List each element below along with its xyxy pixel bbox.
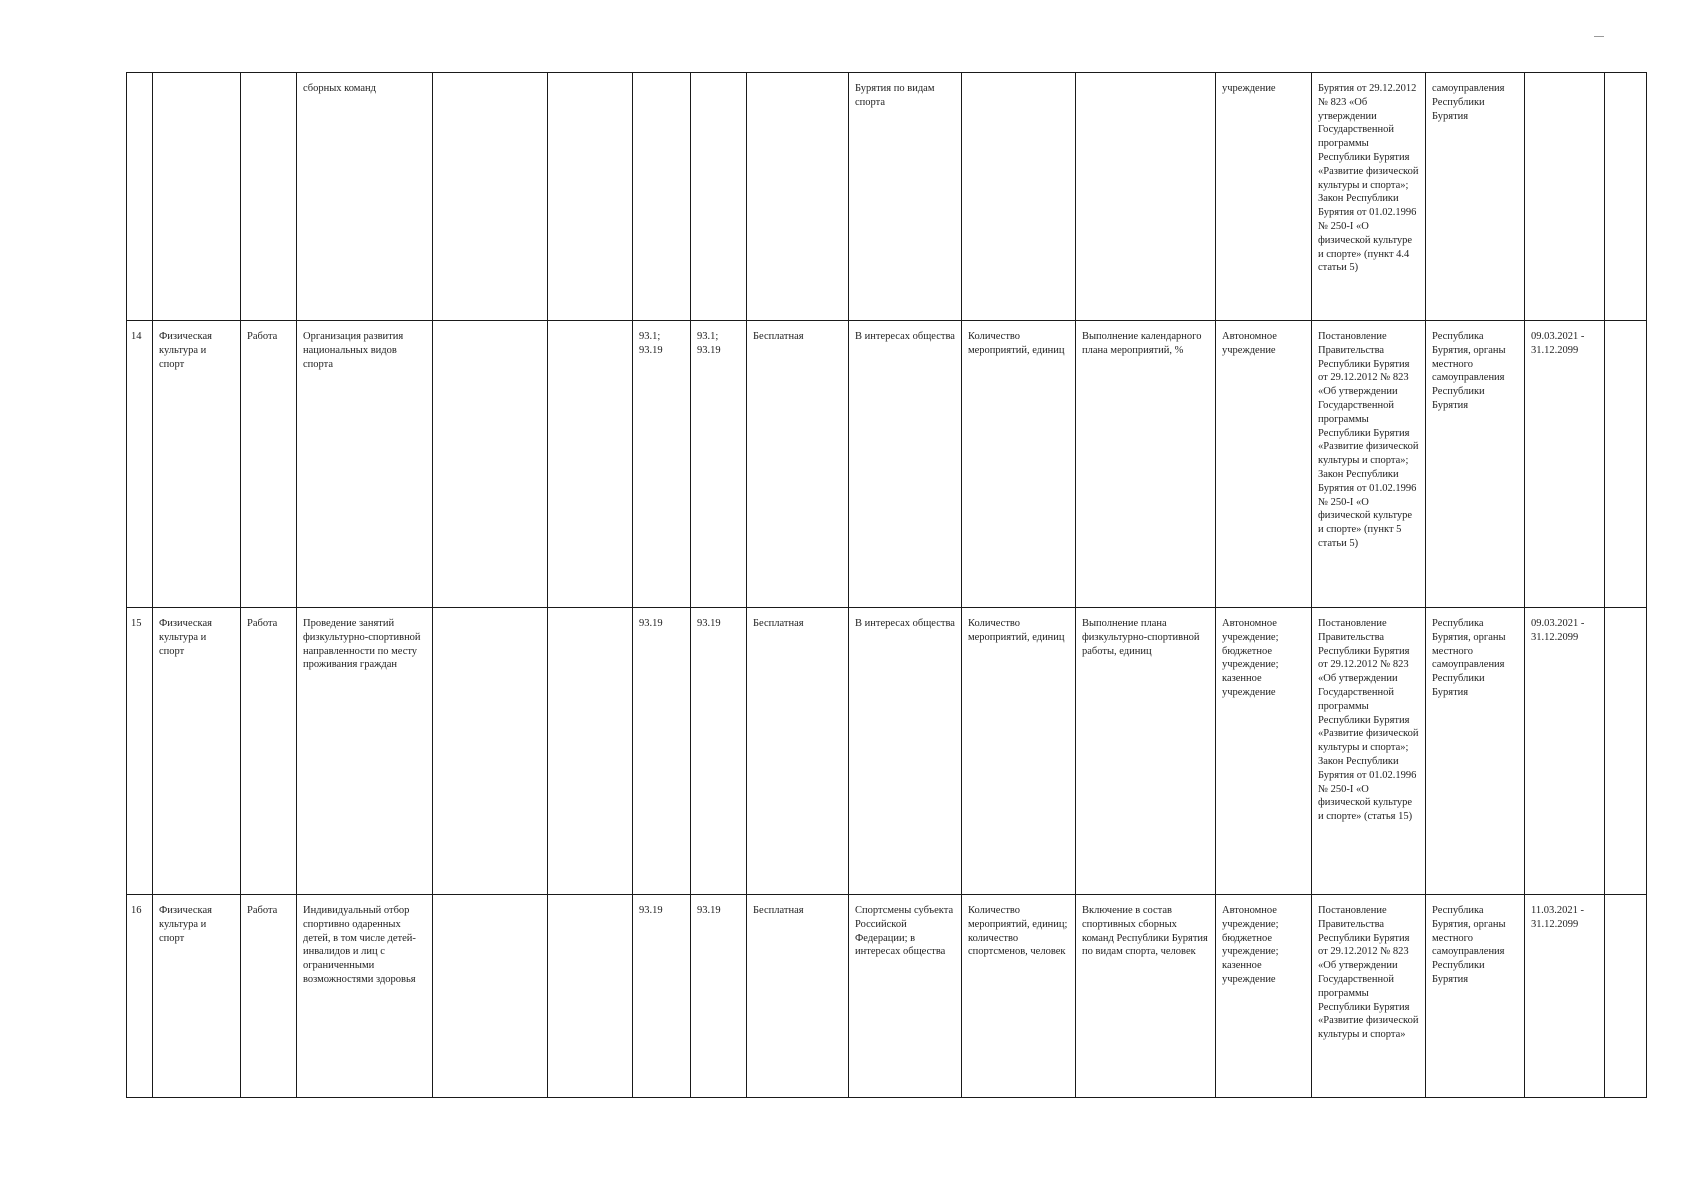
cell-okved-2: 93.1; 93.19 (691, 321, 747, 608)
cell-num: 14 (127, 321, 153, 608)
cell-consumers: В интересах общества (849, 321, 962, 608)
cell-sphere (153, 73, 241, 321)
cell-col6 (548, 608, 633, 895)
cell-okved-1: 93.19 (633, 608, 691, 895)
cell-consumers: Спортсмены субъекта Российской Федерации; в интересах общества (849, 895, 962, 1098)
cell-legal-basis: Постановление Правительства Республики Бурятия от 29.12.2012 № 823 «Об утверждении Государственной программы Республики Бурятия «Развитие физической культуры и спорта» (1312, 895, 1426, 1098)
cell-founder: Республика Бурятия, органы местного самоуправления Республики Бурятия (1426, 608, 1525, 895)
cell-okved-1: 93.19 (633, 895, 691, 1098)
cell-legal-basis: Постановление Правительства Республики Бурятия от 29.12.2012 № 823 «Об утверждении Государственной программы Республики Бурятия «Развитие физической культуры и спорта»; Закон Республики Бурятия от 01.02.1996 № 250-I «О физической культуре и спорте» (пункт 5 статьи 5) (1312, 321, 1426, 608)
table-row (127, 73, 1647, 321)
cell-institution-type: Автономное учреждение; бюджетное учреждение; казенное учреждение (1216, 895, 1312, 1098)
cell-okved-1: 93.1; 93.19 (633, 321, 691, 608)
cell-consumers: Бурятия по видам спорта (849, 73, 962, 321)
cell-legal-basis: Бурятия от 29.12.2012 № 823 «Об утверждении Государственной программы Республики Бурятия «Развитие физической культуры и спорта»; Закон Республики Бурятия от 01.02.1996 № 250-I «О физической культуре и спорте» (пункт 4.4 статьи 5) (1312, 73, 1426, 321)
corner-mark (1594, 36, 1604, 37)
cell-name: Организация развития национальных видов спорта (297, 321, 433, 608)
cell-col5 (433, 73, 548, 321)
cell-quality-indicator: Выполнение календарного плана мероприятий, % (1076, 321, 1216, 608)
cell-volume-indicator: Количество мероприятий, единиц (962, 321, 1076, 608)
cell-name: сборных команд (297, 73, 433, 321)
cell-payment: Бесплатная (747, 895, 849, 1098)
cell-col6 (548, 321, 633, 608)
cell-legal-basis: Постановление Правительства Республики Бурятия от 29.12.2012 № 823 «Об утверждении Государственной программы Республики Бурятия «Развитие физической культуры и спорта»; Закон Республики Бурятия от 01.02.1996 № 250-I «О физической культуре и спорте» (статья 15) (1312, 608, 1426, 895)
cell-type (241, 73, 297, 321)
cell-period: 09.03.2021 - 31.12.2099 (1525, 608, 1605, 895)
cell-institution-type: Автономное учреждение (1216, 321, 1312, 608)
cell-col5 (433, 895, 548, 1098)
cell-col6 (548, 73, 633, 321)
cell-payment: Бесплатная (747, 321, 849, 608)
cell-period: 11.03.2021 - 31.12.2099 (1525, 895, 1605, 1098)
cell-col5 (433, 608, 548, 895)
cell-volume-indicator: Количество мероприятий, единиц; количество спортсменов, человек (962, 895, 1076, 1098)
cell-num: 15 (127, 608, 153, 895)
cell-institution-type: Автономное учреждение; бюджетное учреждение; казенное учреждение (1216, 608, 1312, 895)
table-row (127, 608, 1647, 895)
cell-col6 (548, 895, 633, 1098)
cell-volume-indicator: Количество мероприятий, единиц (962, 608, 1076, 895)
cell-period (1525, 73, 1605, 321)
table-row (127, 321, 1647, 608)
cell-sphere: Физическая культура и спорт (153, 321, 241, 608)
cell-last (1605, 321, 1647, 608)
cell-volume-indicator (962, 73, 1076, 321)
cell-type: Работа (241, 608, 297, 895)
cell-type: Работа (241, 895, 297, 1098)
cell-founder: Республика Бурятия, органы местного самоуправления Республики Бурятия (1426, 895, 1525, 1098)
cell-col5 (433, 321, 548, 608)
cell-name: Индивидуальный отбор спортивно одаренных детей, в том числе детей-инвалидов и лиц с ограниченными возможностями здоровья (297, 895, 433, 1098)
cell-sphere: Физическая культура и спорт (153, 895, 241, 1098)
cell-quality-indicator (1076, 73, 1216, 321)
cell-consumers: В интересах общества (849, 608, 962, 895)
cell-founder: самоуправления Республики Бурятия (1426, 73, 1525, 321)
cell-payment: Бесплатная (747, 608, 849, 895)
cell-payment (747, 73, 849, 321)
cell-num (127, 73, 153, 321)
cell-period: 09.03.2021 - 31.12.2099 (1525, 321, 1605, 608)
cell-type: Работа (241, 321, 297, 608)
registry-table (126, 72, 1647, 1098)
cell-last (1605, 895, 1647, 1098)
cell-okved-1 (633, 73, 691, 321)
cell-founder: Республика Бурятия, органы местного самоуправления Республики Бурятия (1426, 321, 1525, 608)
cell-last (1605, 608, 1647, 895)
cell-name: Проведение занятий физкультурно-спортивной направленности по месту проживания граждан (297, 608, 433, 895)
cell-quality-indicator: Включение в состав спортивных сборных команд Республики Бурятия по видам спорта, человек (1076, 895, 1216, 1098)
cell-sphere: Физическая культура и спорт (153, 608, 241, 895)
cell-num: 16 (127, 895, 153, 1098)
cell-institution-type: учреждение (1216, 73, 1312, 321)
table-row (127, 895, 1647, 1098)
cell-okved-2: 93.19 (691, 608, 747, 895)
cell-okved-2: 93.19 (691, 895, 747, 1098)
cell-okved-2 (691, 73, 747, 321)
cell-quality-indicator: Выполнение плана физкультурно-спортивной работы, единиц (1076, 608, 1216, 895)
cell-last (1605, 73, 1647, 321)
